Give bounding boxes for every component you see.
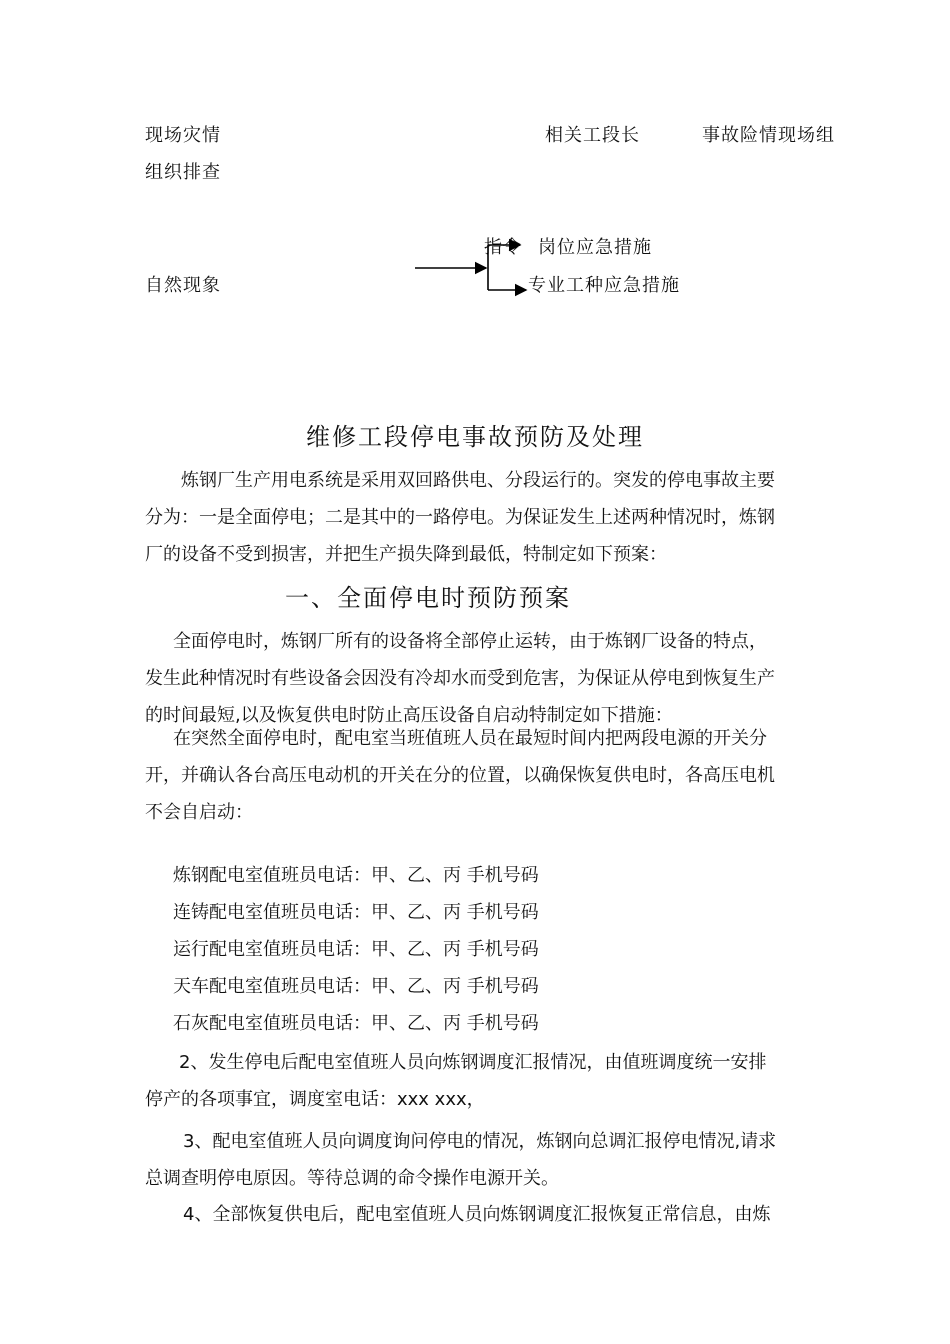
p1-line: 的时间最短,以及恢复供电时防止高压设备自启动特制定如下措施： — [145, 705, 673, 726]
paragraph-2 — [145, 720, 810, 831]
p2-line: 开，并确认各台高压电动机的开关在分的位置，以确保恢复供电时，各高压电机 — [145, 765, 775, 786]
intro-line: 炼钢厂生产用电系统是采用双回路供电、分段运行的。突发的停电事故主要 — [181, 470, 775, 491]
intro-line: 分为：一是全面停电；二是其中的一路停电。为保证发生上述两种情况时，炼钢 — [145, 507, 775, 528]
phone-list — [145, 857, 810, 1042]
p2-line: 不会自启动： — [145, 802, 253, 823]
item-2 — [145, 1044, 810, 1118]
flow-section-head: 相关工段长 — [545, 125, 640, 146]
p1-line: 全面停电时，炼钢厂所有的设备将全部停止运转，由于炼钢厂设备的特点， — [173, 631, 767, 652]
flow-arrows — [400, 220, 540, 310]
p1-line: 发生此种情况时有些设备会因没有冷却水而受到危害，为保证从停电到恢复生产 — [145, 668, 775, 689]
intro-paragraph — [145, 462, 810, 573]
phone-line: 连铸配电室值班员电话：甲、乙、丙 手机号码 — [173, 902, 539, 923]
phone-line: 运行配电室值班员电话：甲、乙、丙 手机号码 — [173, 939, 539, 960]
item2-line: 2、发生停电后配电室值班人员向炼钢调度汇报情况，由值班调度统一安排 — [179, 1052, 767, 1073]
section-heading: 一、全面停电时预防预案 — [285, 584, 571, 612]
paragraph-1 — [145, 623, 810, 734]
flow-specialty-measures: 专业工种应急措施 — [528, 275, 680, 296]
flow-org-check: 组织排查 — [145, 162, 221, 183]
flow-natural: 自然现象 — [145, 275, 221, 296]
phone-line: 石灰配电室值班员电话：甲、乙、丙 手机号码 — [173, 1013, 539, 1034]
item4-line: 4、全部恢复供电后，配电室值班人员向炼钢调度汇报恢复正常信息，由炼 — [183, 1204, 771, 1225]
flow-command: 指令 — [484, 237, 522, 258]
phone-line: 天车配电室值班员电话：甲、乙、丙 手机号码 — [173, 976, 539, 997]
doc-title: 维修工段停电事故预防及处理 — [306, 423, 644, 451]
item3-line: 3、配电室值班人员向调度询问停电的情况，炼钢向总调汇报停电情况,请求 — [183, 1131, 777, 1152]
item-3 — [145, 1123, 810, 1197]
phone-line: 炼钢配电室值班员电话：甲、乙、丙 手机号码 — [173, 865, 539, 886]
flow-scene-disaster: 现场灾情 — [145, 125, 221, 146]
flow-post-measures: 岗位应急措施 — [538, 237, 652, 258]
item-4 — [145, 1196, 810, 1233]
item3-line: 总调查明停电原因。等待总调的命令操作电源开关。 — [145, 1168, 559, 1189]
flow-accident-group: 事故险情现场组 — [702, 125, 835, 146]
intro-line: 厂的设备不受到损害，并把生产损失降到最低，特制定如下预案： — [145, 544, 667, 565]
item2-line: 停产的各项事宜，调度室电话：xxx xxx， — [145, 1089, 485, 1110]
p2-line: 在突然全面停电时，配电室当班值班人员在最短时间内把两段电源的开关分 — [173, 728, 767, 749]
